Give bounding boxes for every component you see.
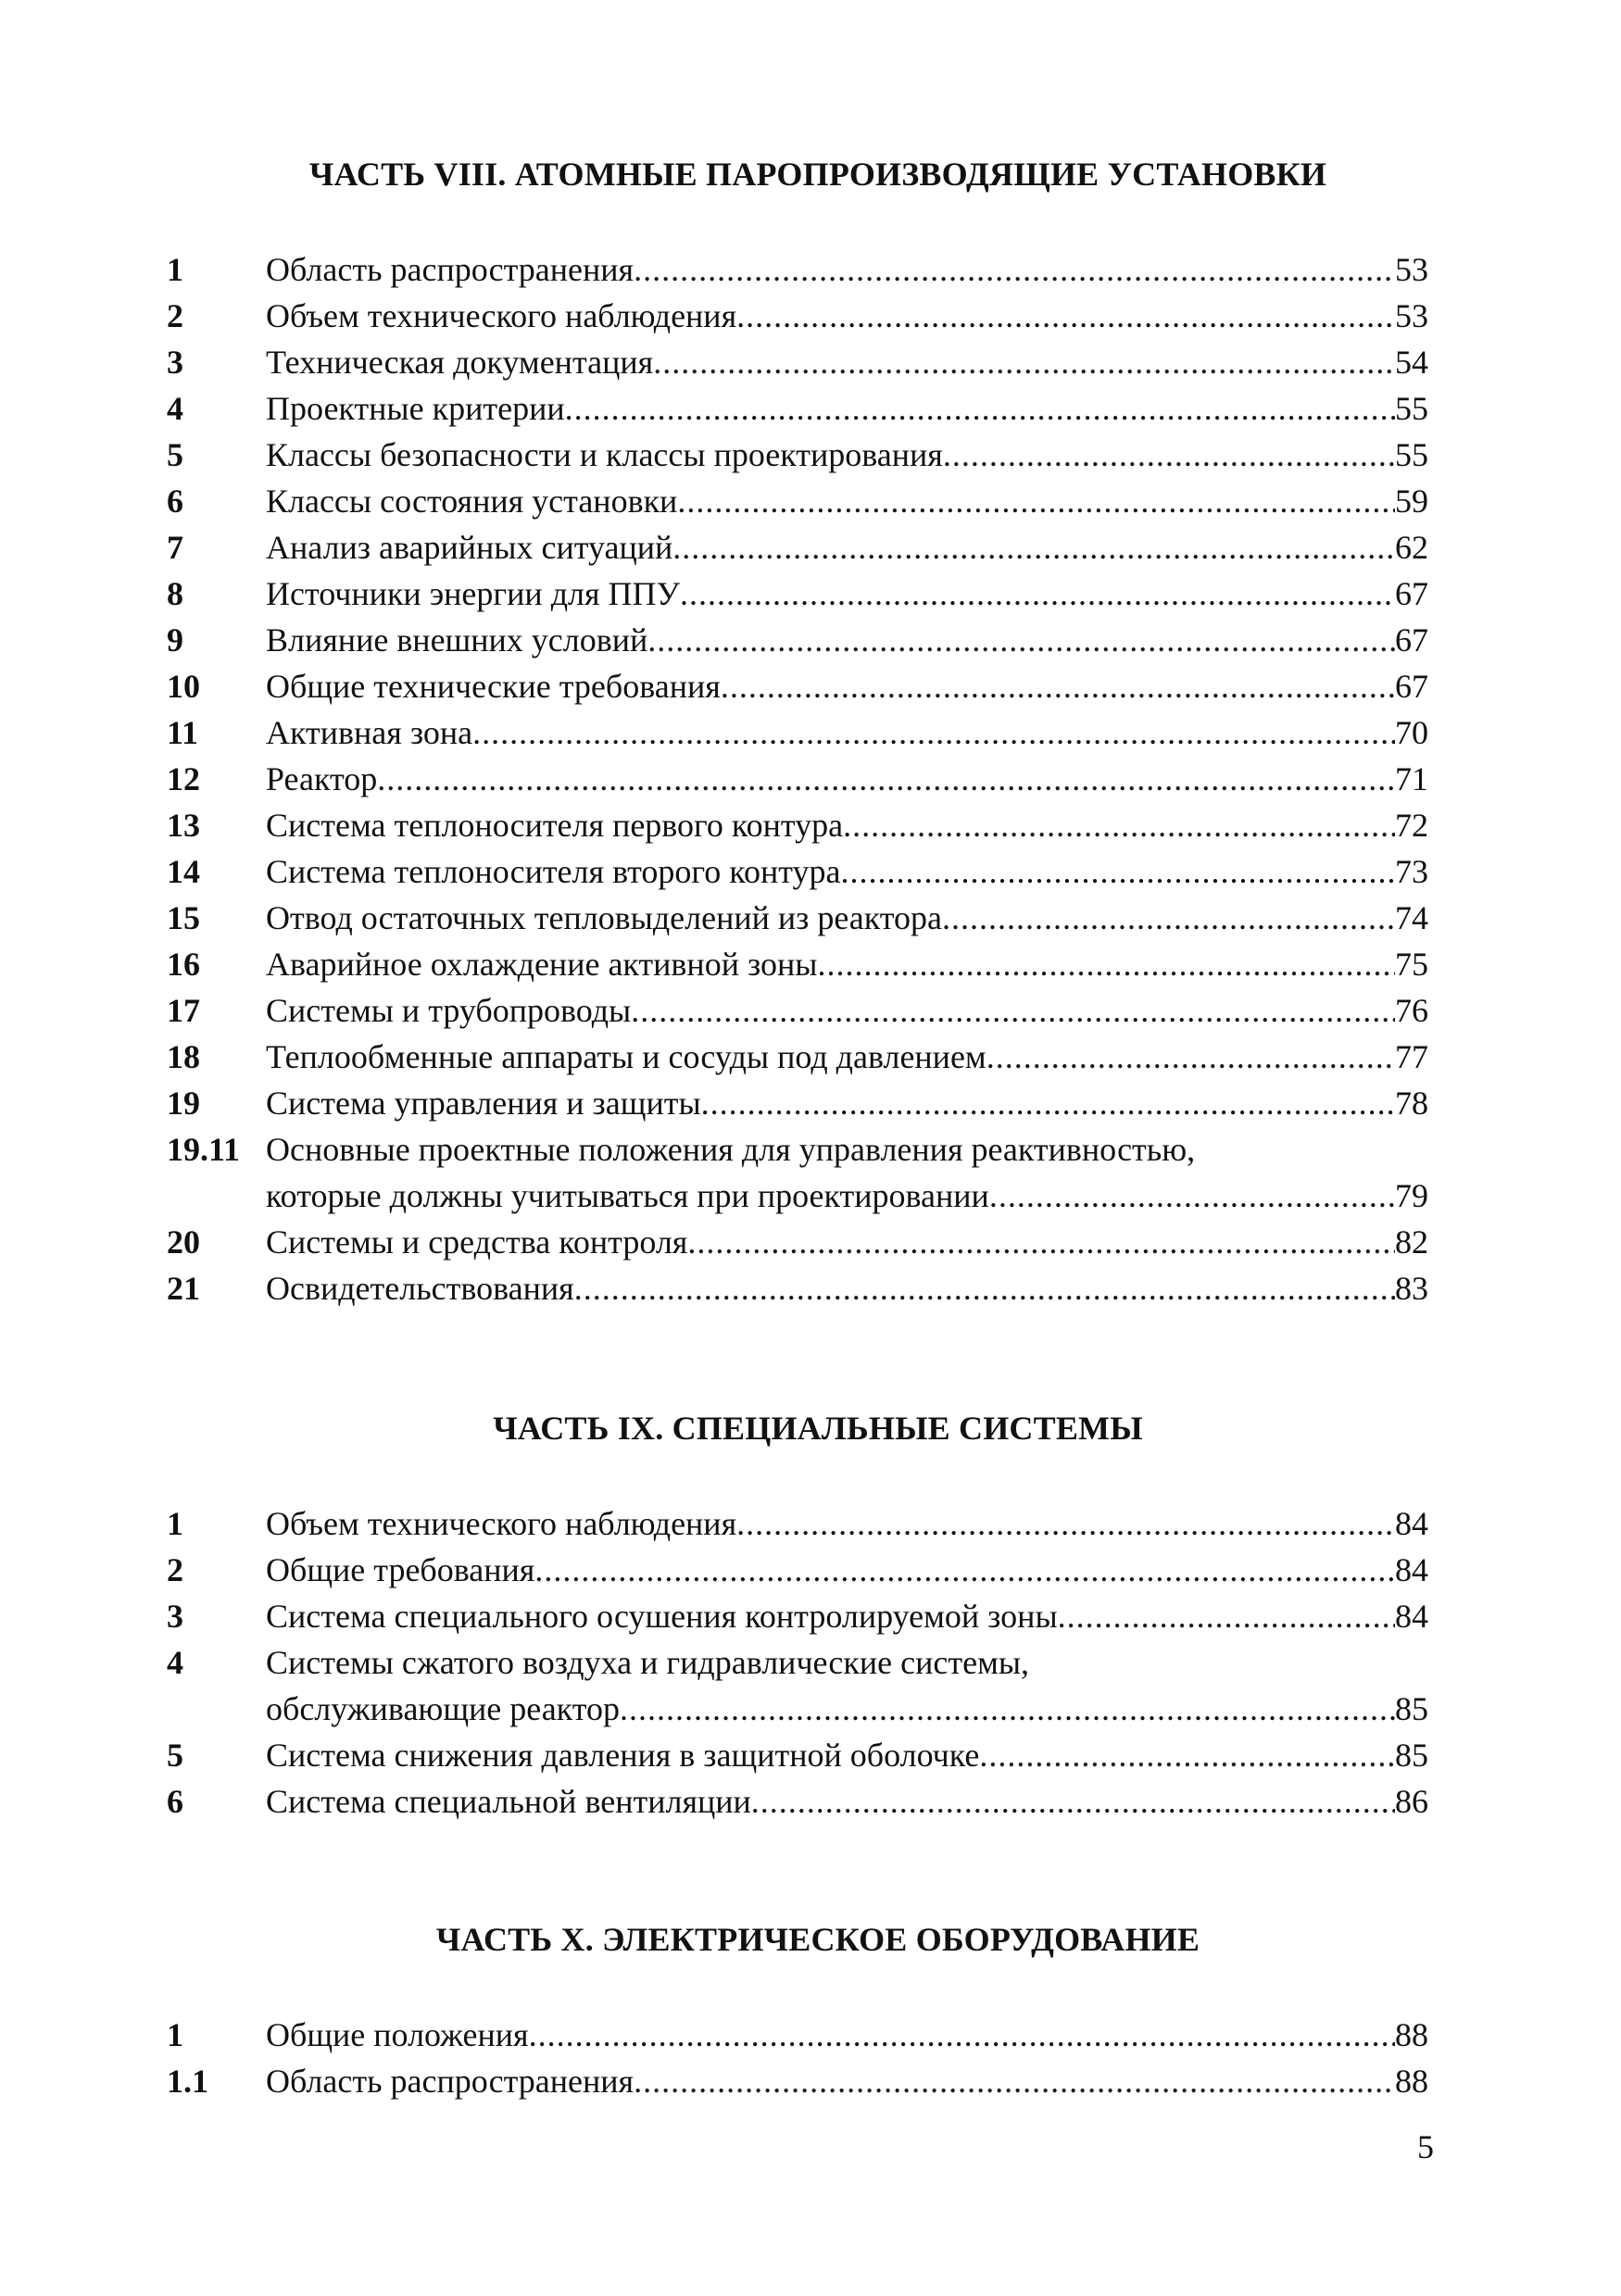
entry-number: 1 <box>167 251 183 288</box>
leader-dots <box>631 987 1395 1034</box>
entry-title-line-2: обслуживающие реактор <box>266 1690 620 1727</box>
entry-title: Анализ аварийных ситуаций <box>266 529 673 566</box>
entry-title-line-1: Основные проектные положения для управления реактивностью, <box>266 1131 1196 1168</box>
section-heading: ЧАСТЬ IX. СПЕЦИАЛЬНЫЕ СИСТЕМЫ <box>493 1410 1143 1447</box>
entry-page: 84 <box>1395 1505 1428 1542</box>
entry-title: Освидетельствования <box>266 1270 574 1307</box>
entry-title: Классы безопасности и классы проектирования <box>266 436 943 473</box>
entry-title-line-1: Системы сжатого воздуха и гидравлические системы, <box>266 1644 1030 1681</box>
entry-page: 72 <box>1395 807 1428 844</box>
entry-page: 67 <box>1395 668 1428 705</box>
entry-number: 20 <box>167 1223 200 1261</box>
toc-entry[interactable] <box>167 1593 1428 1639</box>
entry-number: 16 <box>167 946 200 983</box>
entry-page: 79 <box>1395 1177 1428 1214</box>
entry-title: Источники энергии для ППУ <box>266 575 681 612</box>
toc-entry[interactable] <box>167 339 1428 385</box>
toc-entry[interactable] <box>167 1500 1428 1547</box>
entry-number: 10 <box>167 668 200 705</box>
toc-list-part-10 <box>167 2012 1428 2104</box>
entry-page: 88 <box>1395 2016 1428 2053</box>
entry-title: Системы и средства контроля <box>266 1223 688 1261</box>
entry-number: 3 <box>167 1598 183 1635</box>
entry-page: 85 <box>1395 1690 1428 1727</box>
entry-number: 15 <box>167 899 200 936</box>
entry-number: 1 <box>167 2016 183 2053</box>
leader-dots <box>943 432 1395 478</box>
entry-page: 67 <box>1395 621 1428 659</box>
section-heading: ЧАСТЬ VIII. АТОМНЫЕ ПАРОПРОИЗВОДЯЩИЕ УСТАНОВКИ <box>308 156 1327 193</box>
entry-title: Система теплоносителя второго контура <box>266 853 841 890</box>
leader-dots <box>634 246 1395 293</box>
entry-title: Общие технические требования <box>266 668 721 705</box>
toc-list-part-8 <box>167 246 1428 1311</box>
leader-dots <box>534 1547 1395 1593</box>
entry-number: 2 <box>167 297 183 334</box>
entry-number: 7 <box>167 529 183 566</box>
entry-page: 83 <box>1395 1270 1428 1307</box>
section-part-8 <box>0 154 1621 194</box>
toc-entry[interactable] <box>167 246 1428 293</box>
entry-title: Система специальной вентиляции <box>266 1783 751 1820</box>
entry-page: 73 <box>1395 853 1428 890</box>
entry-title: Техническая документация <box>266 344 654 381</box>
entry-page: 75 <box>1395 946 1428 983</box>
toc-entry-multiline[interactable] <box>167 1126 1428 1173</box>
section-part-10 <box>0 1919 1621 1960</box>
section-heading: ЧАСТЬ X. ЭЛЕКТРИЧЕСКОЕ ОБОРУДОВАНИЕ <box>435 1921 1200 1958</box>
entry-page: 71 <box>1395 760 1428 797</box>
leader-dots <box>979 1732 1395 1778</box>
toc-entry[interactable] <box>167 895 1428 941</box>
leader-dots <box>472 709 1395 756</box>
entry-page: 53 <box>1395 297 1428 334</box>
toc-entry[interactable] <box>167 987 1428 1034</box>
leader-dots <box>653 339 1395 385</box>
leader-dots <box>701 1080 1395 1126</box>
entry-page: 54 <box>1395 344 1428 381</box>
toc-entry-continuation[interactable] <box>167 1686 1428 1732</box>
entry-page: 70 <box>1395 714 1428 751</box>
toc-entry[interactable] <box>167 2012 1428 2058</box>
leader-dots <box>647 617 1395 663</box>
entry-title: Теплообменные аппараты и сосуды под давлением <box>266 1038 986 1075</box>
toc-entry[interactable] <box>167 1219 1428 1265</box>
entry-page: 59 <box>1395 483 1428 520</box>
toc-entry[interactable] <box>167 709 1428 756</box>
entry-page: 78 <box>1395 1085 1428 1122</box>
toc-entry[interactable] <box>167 941 1428 987</box>
entry-title: Отвод остаточных тепловыделений из реактора <box>266 899 943 936</box>
leader-dots <box>672 524 1395 571</box>
entry-title: Проектные критерии <box>266 390 565 427</box>
leader-dots <box>687 1219 1395 1265</box>
entry-page: 55 <box>1395 436 1428 473</box>
leader-dots <box>986 1034 1395 1080</box>
leader-dots <box>817 941 1395 987</box>
toc-list-part-9 <box>167 1500 1428 1825</box>
toc-entry[interactable] <box>167 478 1428 524</box>
toc-entry[interactable] <box>167 1034 1428 1080</box>
entry-title: Общие положения <box>266 2016 529 2053</box>
toc-entry[interactable] <box>167 848 1428 895</box>
entry-title: Объем технического наблюдения <box>266 1505 737 1542</box>
leader-dots <box>574 1265 1395 1311</box>
entry-page: 82 <box>1395 1223 1428 1261</box>
toc-entry[interactable] <box>167 802 1428 848</box>
entry-number: 17 <box>167 992 200 1029</box>
leader-dots <box>751 1778 1395 1825</box>
entry-page: 84 <box>1395 1551 1428 1588</box>
entry-page: 67 <box>1395 575 1428 612</box>
toc-entry[interactable] <box>167 756 1428 802</box>
entry-title: Объем технического наблюдения <box>266 297 737 334</box>
entry-title: Системы и трубопроводы <box>266 992 632 1029</box>
leader-dots <box>942 895 1395 941</box>
entry-number: 4 <box>167 390 183 427</box>
toc-entry[interactable] <box>167 617 1428 663</box>
leader-dots <box>1058 1593 1395 1639</box>
leader-dots <box>736 1500 1395 1547</box>
leader-dots <box>989 1173 1395 1219</box>
leader-dots <box>677 478 1395 524</box>
toc-entry[interactable] <box>167 1080 1428 1126</box>
entry-title: Область распространения <box>266 2063 635 2100</box>
toc-entry[interactable] <box>167 293 1428 339</box>
toc-entry[interactable] <box>167 663 1428 709</box>
leader-dots <box>843 802 1395 848</box>
entry-page: 88 <box>1395 2063 1428 2100</box>
leader-dots <box>565 385 1395 432</box>
entry-number: 5 <box>167 1737 183 1774</box>
toc-entry[interactable] <box>167 1547 1428 1593</box>
leader-dots <box>736 293 1395 339</box>
toc-entry[interactable] <box>167 385 1428 432</box>
toc-entry-continuation[interactable] <box>167 1173 1428 1219</box>
entry-number: 9 <box>167 621 183 659</box>
entry-title: Классы состояния установки <box>266 483 678 520</box>
leader-dots <box>721 663 1395 709</box>
entry-number: 6 <box>167 1783 183 1820</box>
entry-page: 84 <box>1395 1598 1428 1635</box>
entry-page: 53 <box>1395 251 1428 288</box>
entry-number: 2 <box>167 1551 183 1588</box>
entry-page: 62 <box>1395 529 1428 566</box>
entry-title: Реактор <box>266 760 378 797</box>
toc-entry[interactable] <box>167 1732 1428 1778</box>
entry-number: 1 <box>167 1505 183 1542</box>
entry-page: 76 <box>1395 992 1428 1029</box>
entry-number: 14 <box>167 853 200 890</box>
section-part-9 <box>0 1408 1621 1449</box>
entry-number: 1.1 <box>167 2063 208 2100</box>
toc-entry[interactable] <box>167 1778 1428 1825</box>
entry-number: 3 <box>167 344 183 381</box>
leader-dots <box>840 848 1395 895</box>
leader-dots <box>620 1686 1395 1732</box>
entry-number: 4 <box>167 1644 183 1681</box>
leader-dots <box>377 756 1395 802</box>
entry-number: 19.11 <box>167 1131 241 1168</box>
entry-title: Общие требования <box>266 1551 535 1588</box>
entry-title: Система специального осушения контролируемой зоны <box>266 1598 1058 1635</box>
entry-title-line-2: которые должны учитываться при проектировании <box>266 1177 989 1214</box>
entry-title: Система снижения давления в защитной оболочке <box>266 1737 980 1774</box>
entry-title: Область распространения <box>266 251 635 288</box>
toc-entry-multiline[interactable] <box>167 1639 1428 1686</box>
entry-number: 19 <box>167 1085 200 1122</box>
entry-page: 86 <box>1395 1783 1428 1820</box>
entry-number: 18 <box>167 1038 200 1075</box>
entry-page: 55 <box>1395 390 1428 427</box>
entry-number: 8 <box>167 575 183 612</box>
entry-number: 12 <box>167 760 200 797</box>
entry-page: 85 <box>1395 1737 1428 1774</box>
entry-page: 77 <box>1395 1038 1428 1075</box>
leader-dots <box>680 571 1395 617</box>
entry-title: Влияние внешних условий <box>266 621 648 659</box>
entry-number: 5 <box>167 436 183 473</box>
entry-title: Аварийное охлаждение активной зоны <box>266 946 818 983</box>
entry-page: 74 <box>1395 899 1428 936</box>
entry-title: Система теплоносителя первого контура <box>266 807 844 844</box>
leader-dots <box>634 2058 1395 2104</box>
toc-entry[interactable] <box>167 571 1428 617</box>
entry-title: Активная зона <box>266 714 473 751</box>
entry-number: 11 <box>167 714 199 751</box>
entry-title: Система управления и защиты <box>266 1085 701 1122</box>
entry-number: 21 <box>167 1270 200 1307</box>
leader-dots <box>529 2012 1395 2058</box>
toc-entry[interactable] <box>167 524 1428 571</box>
entry-number: 13 <box>167 807 200 844</box>
toc-entry[interactable] <box>167 1265 1428 1311</box>
page-number: 5 <box>1417 2128 1434 2165</box>
entry-number: 6 <box>167 483 183 520</box>
toc-entry[interactable] <box>167 2058 1428 2104</box>
toc-entry[interactable] <box>167 432 1428 478</box>
